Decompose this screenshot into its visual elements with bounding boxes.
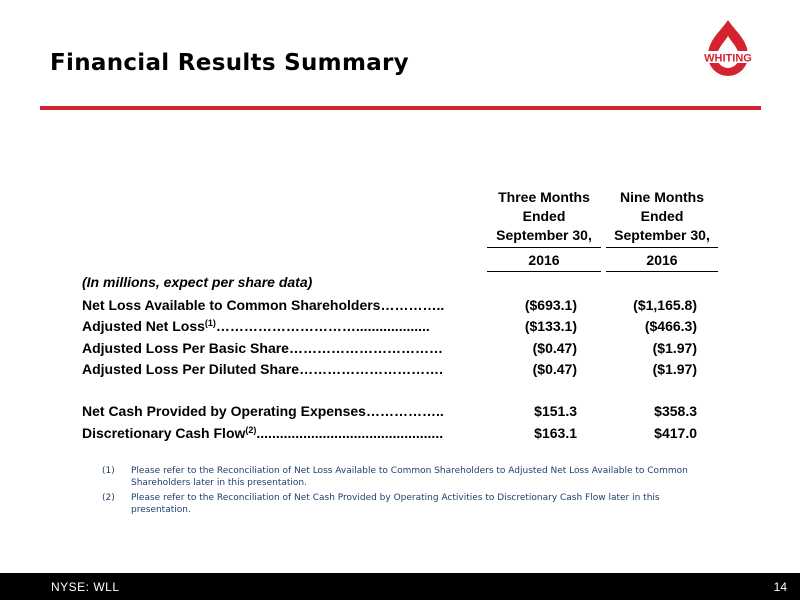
footnote-ref: (1): [204, 318, 216, 328]
footnote-ref: (2): [245, 425, 257, 435]
col-header-line2: Ended: [522, 208, 566, 224]
value-nine-months: ($1.97): [652, 361, 697, 377]
value-three-months: ($0.47): [532, 340, 577, 356]
oil-drop-logo: [693, 18, 763, 78]
col-header-line2: Ended: [640, 208, 684, 224]
row-label: Adjusted Net Loss$^{(1)}$…………………………...................: [82, 318, 430, 334]
col-header-period: September 30,: [487, 226, 601, 248]
value-three-months: $163.1: [534, 425, 577, 441]
value-nine-months: ($1.97): [652, 340, 697, 356]
footnote-text: Please refer to the Reconciliation of Net Cash Provided by Operating Activities to Discretionary Cash Flow later in this presentation.: [131, 493, 660, 515]
col-header-year: 2016: [606, 251, 718, 272]
col-header-year: 2016: [487, 251, 601, 272]
col-header-period: September 30,: [606, 226, 718, 248]
row-label: Adjusted Loss Per Basic Share……………………………: [82, 340, 443, 356]
title-divider: [40, 106, 761, 110]
row-label: Net Cash Provided by Operating Expenses……………..: [82, 403, 444, 419]
page-number: 14: [773, 580, 787, 594]
value-nine-months: ($1,165.8): [633, 297, 697, 313]
row-label: Discretionary Cash Flow$^{(2)}$................................................: [82, 425, 444, 441]
value-nine-months: $417.0: [654, 425, 697, 441]
page-title: Financial Results Summary: [50, 50, 409, 76]
col-header-line1: Nine Months: [620, 189, 704, 205]
footnote-number: (2): [102, 493, 115, 503]
row-label: Adjusted Loss Per Diluted Share………………………….: [82, 361, 443, 377]
col-header-three-months: [487, 188, 601, 226]
units-subheading: (In millions, expect per share data): [82, 274, 313, 290]
value-nine-months: $358.3: [654, 403, 697, 419]
logo-text: WHITING: [704, 52, 752, 65]
value-three-months: $151.3: [534, 403, 577, 419]
row-label: Net Loss Available to Common Shareholders…………..: [82, 297, 445, 313]
col-header-line1: Three Months: [498, 189, 590, 205]
value-three-months: ($693.1): [524, 297, 577, 313]
footnote-text: Please refer to the Reconciliation of Net Loss Available to Common Shareholders to Adjusted Net Loss Available to Common Shareholders later in this presentation.: [131, 466, 688, 488]
value-three-months: ($0.47): [532, 361, 577, 377]
col-header-nine-months: [606, 188, 718, 226]
ticker-label: NYSE: WLL: [51, 580, 120, 594]
footnote-number: (1): [102, 466, 115, 476]
value-three-months: ($133.1): [524, 318, 577, 334]
footer-bar: [0, 573, 800, 600]
value-nine-months: ($466.3): [644, 318, 697, 334]
